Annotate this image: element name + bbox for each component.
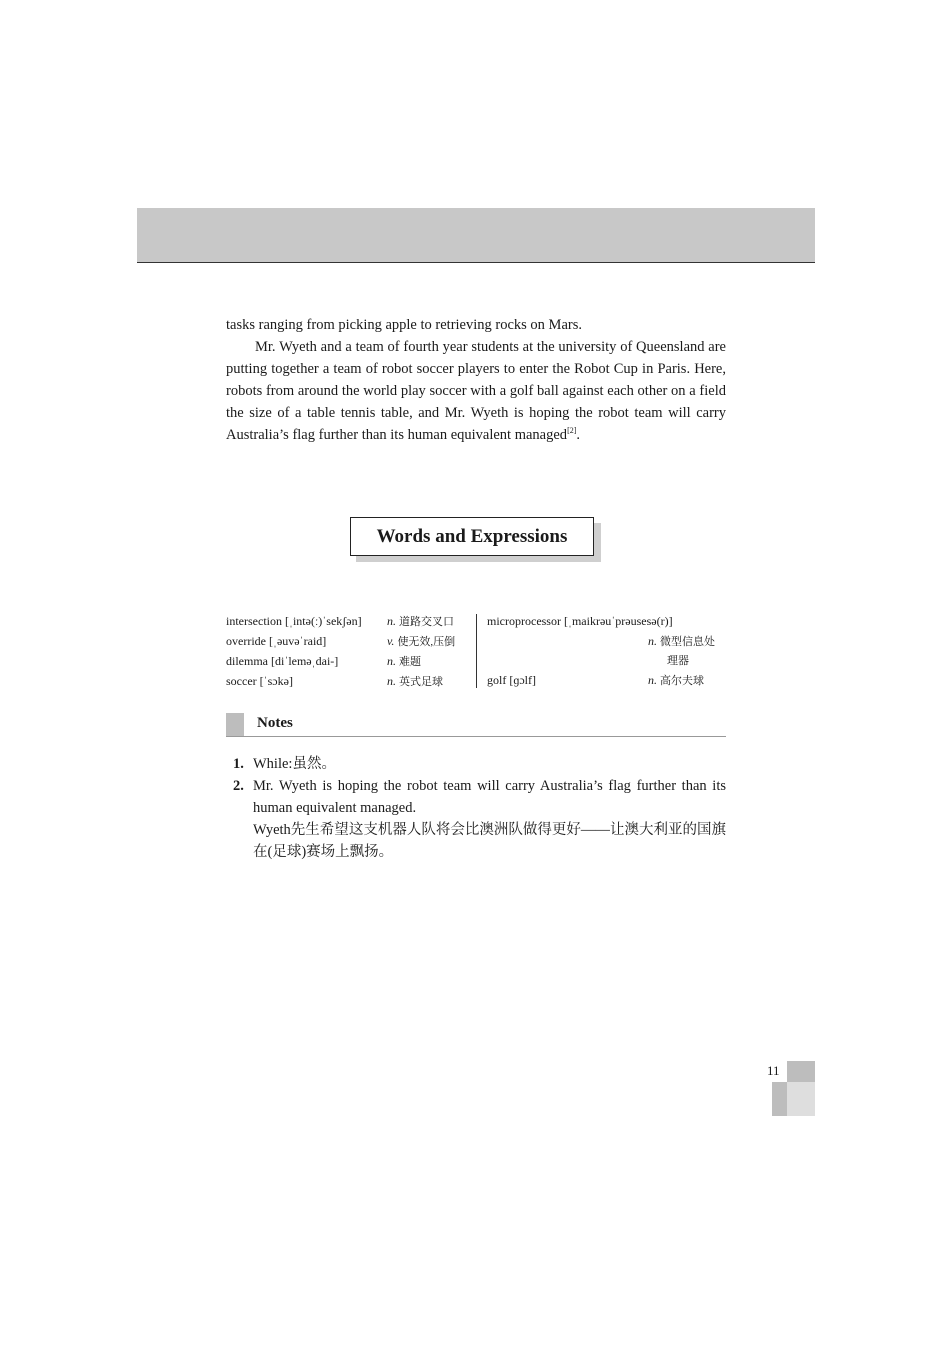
vocab-entry: override [ˌəuvəˈraid] (226, 634, 327, 648)
vocab-meaning: n. 道路交叉口 (387, 614, 454, 628)
note-text: While:虽然。 (253, 756, 336, 772)
paragraph-1: tasks ranging from picking apple to retrieving rocks on Mars. (226, 317, 582, 333)
note-item (226, 753, 726, 775)
vocab-meaning: n. 高尔夫球 (648, 673, 704, 687)
vocab-entry: intersection [ˌintə(ː)ˈsekʃən] (226, 614, 362, 628)
notes-marker (226, 713, 244, 736)
words-expressions-title: Words and Expressions (376, 525, 568, 547)
vocab-divider (476, 614, 477, 688)
notes-title: Notes (257, 715, 293, 731)
notes-list (226, 753, 726, 863)
paragraph-2-text: Mr. Wyeth and a team of fourth year students at the university of Queensland are putting together a team of robot soccer players to enter the Robot Cup in Paris. Here, robots from around the world play soccer with a golf ball against each other on a field the size of a table tennis table, and Mr. Wyeth is hoping the robot team will carry Australia’s flag further than its human equivalent managed (226, 339, 726, 443)
header-band (137, 208, 815, 263)
note-number: 1. (233, 756, 244, 772)
paragraph-2-end: . (576, 427, 581, 443)
note-number: 2. (233, 778, 244, 794)
page-number-decoration (787, 1082, 815, 1116)
footnote-ref: [2] (567, 426, 577, 435)
notes-rule (226, 736, 726, 737)
vocab-entry: microprocessor [ˌmaikrəuˈprəusesə(r)] (487, 614, 673, 628)
note-translation: Wyeth先生希望这支机器人队将会比澳洲队做得更好——让澳大利亚的国旗在(足球)赛场上飘扬。 (253, 822, 726, 860)
vocab-meaning: n. 微型信息处 (648, 634, 715, 648)
page-number: 11 (767, 1063, 780, 1078)
vocab-meaning: n. 难题 (387, 654, 421, 668)
vocab-entry: golf [ɡɔlf] (487, 673, 536, 687)
vocab-entry: dilemma [diˈleməˌdai-] (226, 654, 339, 668)
vocab-meaning-cont: 理器 (667, 655, 689, 667)
note-item (226, 775, 726, 863)
vocab-meaning: v. 使无效,压倒 (387, 634, 456, 648)
vocab-entry: soccer [ˈsɔkə] (226, 674, 293, 688)
page-number-decoration (787, 1061, 815, 1082)
body-text (226, 314, 726, 446)
paragraph-2 (226, 336, 726, 446)
note-text: Mr. Wyeth is hoping the robot team will carry Australia’s flag further than its human equivalent managed. (253, 778, 726, 816)
words-expressions-heading (350, 517, 594, 556)
vocab-meaning: n. 英式足球 (387, 674, 443, 688)
